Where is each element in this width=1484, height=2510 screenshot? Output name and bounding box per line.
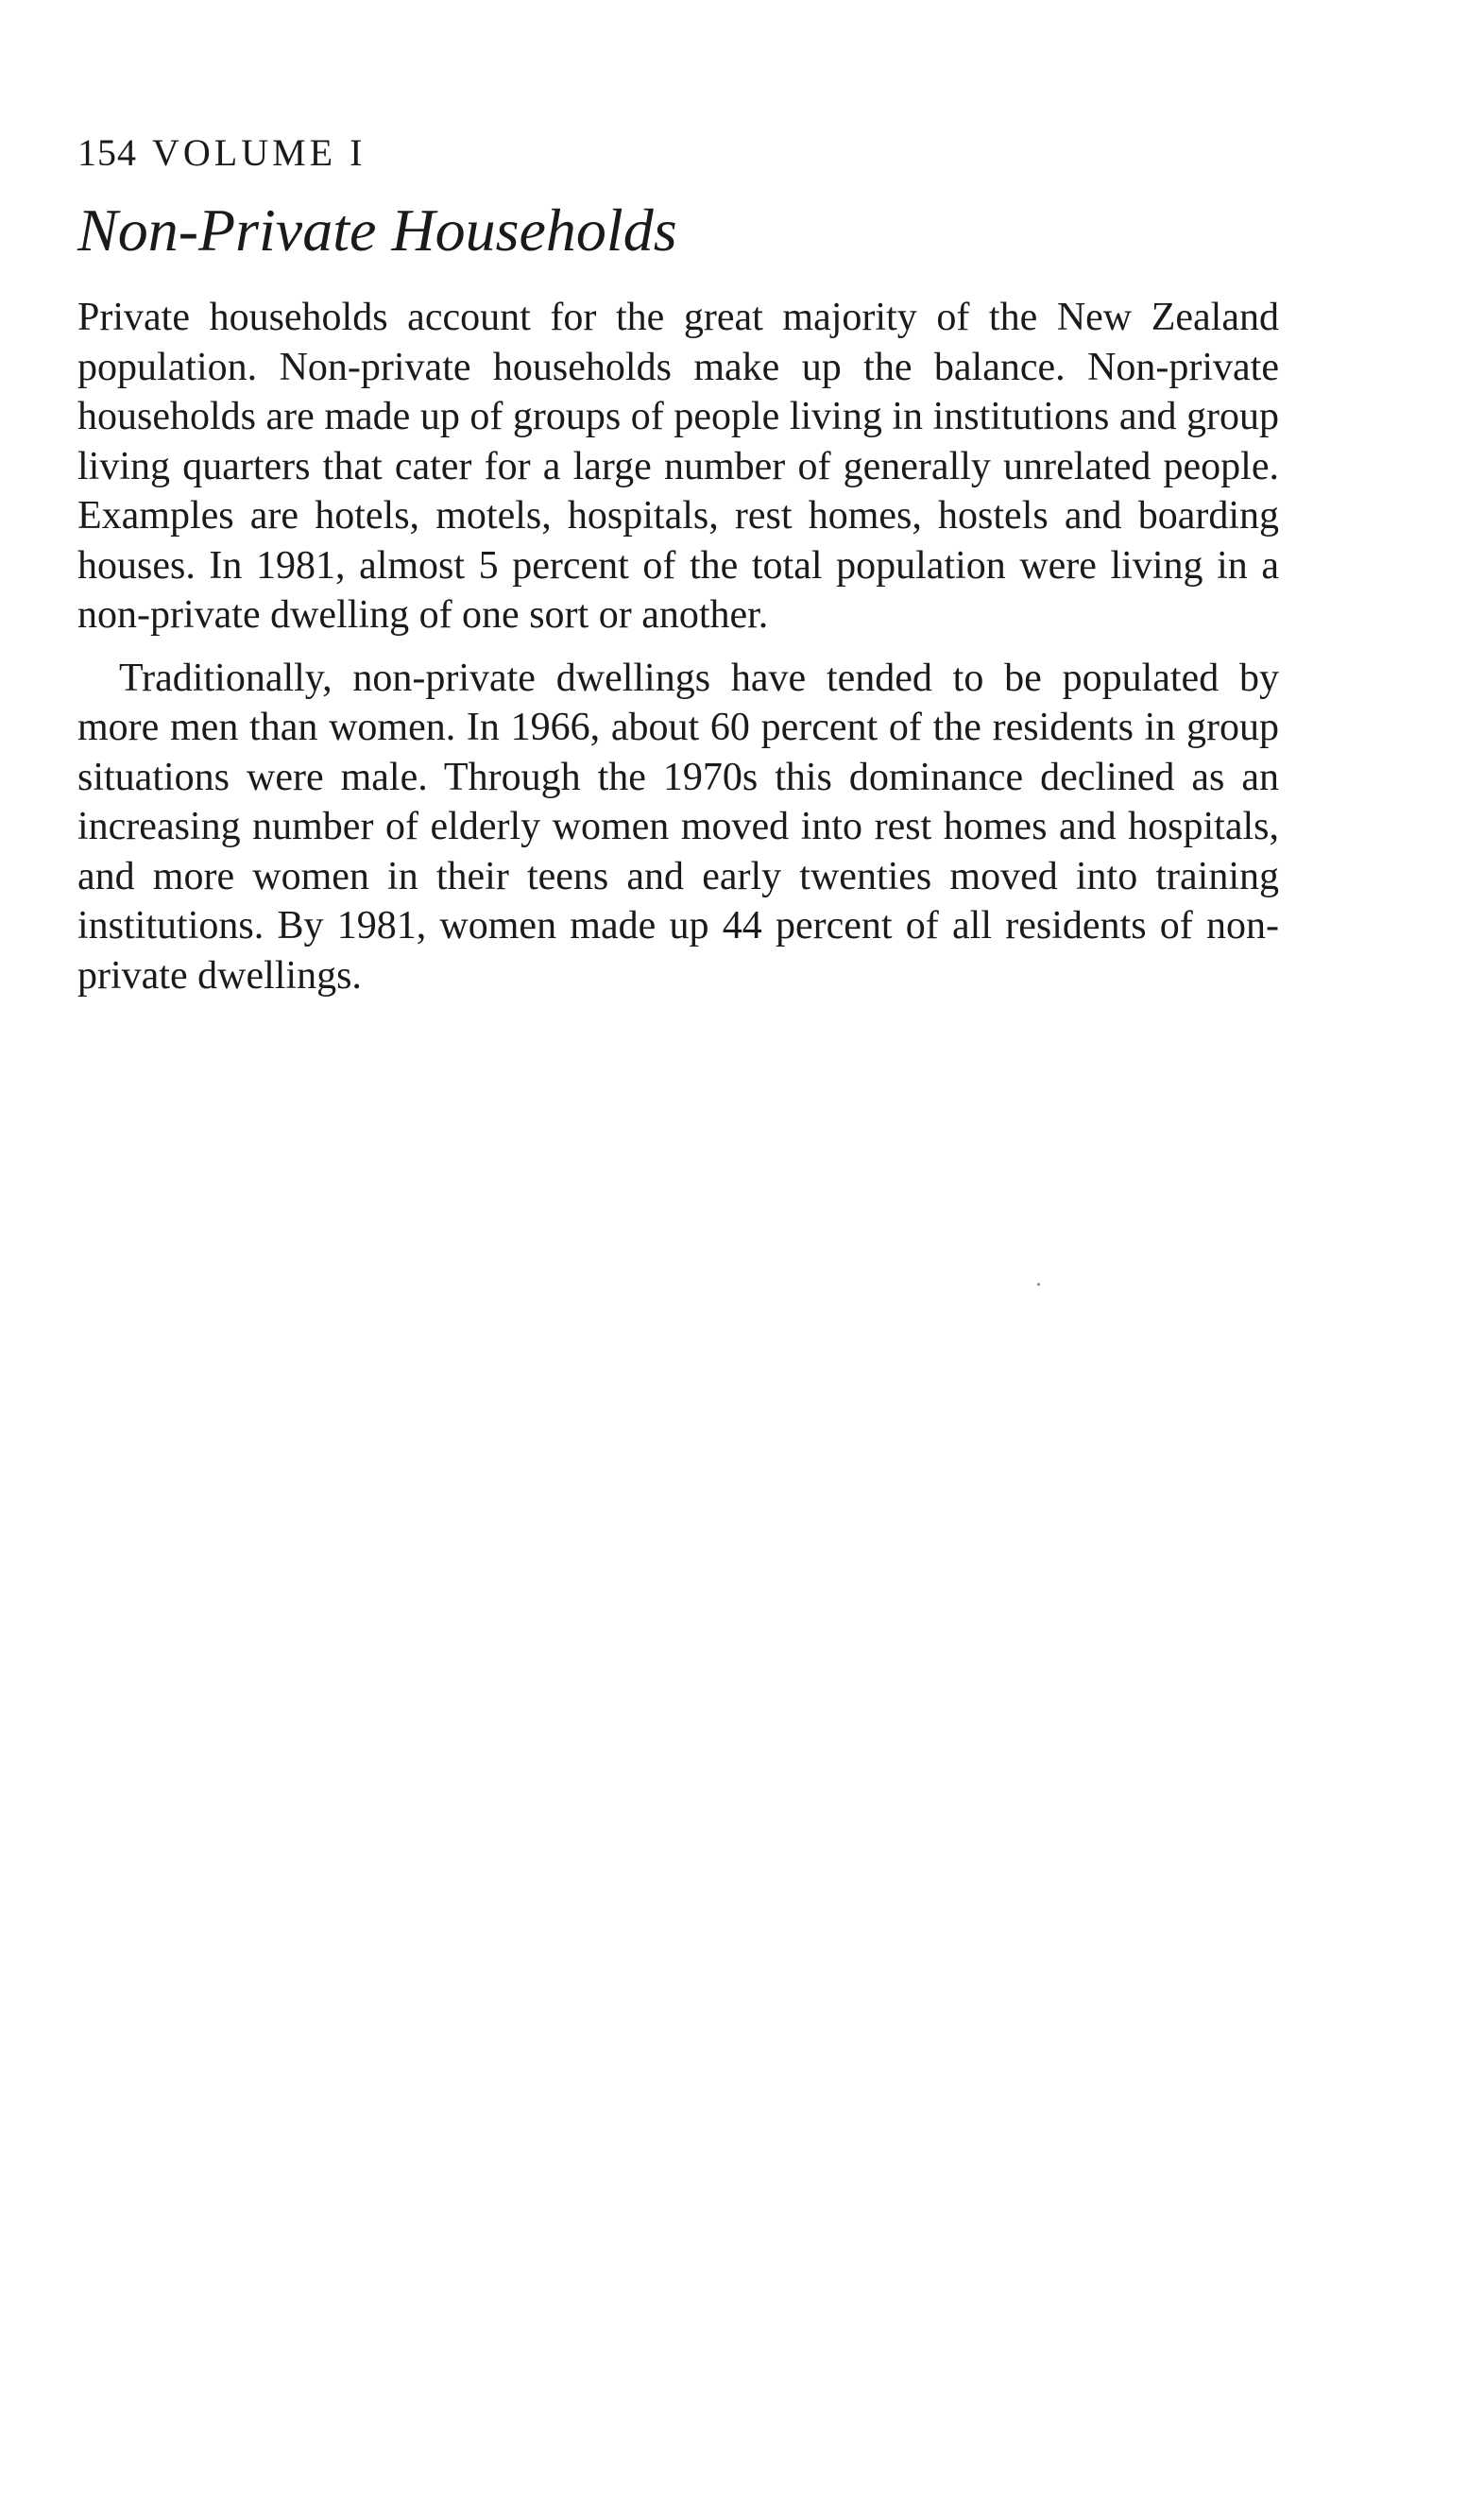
scan-speck xyxy=(1037,1283,1040,1286)
body-paragraph-2: Traditionally, non-private dwellings have tended to be populated by more men than women. In 1966, about 60 percent of the residents in group situations were male. Through the 1970s this dominance declined as an increasing number of elderly women moved into rest homes and hospitals, and more women in their teens and early twenties moved into training institutions. By 1981, women made up 44 percent of all residents of non-private dwellings. xyxy=(77,656,1279,998)
page-number: 154 xyxy=(77,131,137,174)
section-title: Non-Private Households xyxy=(77,196,677,264)
volume-label: VOLUME I xyxy=(152,131,367,174)
document-page xyxy=(77,130,1279,1000)
body-paragraph-1: Private households account for the great majority of the New Zealand population. Non-private households make up the balance. Non-private households are made up of groups of people living in institutions and group living quarters that cater for a large number of generally unrelated people. Examples are hotels, motels, hospitals, rest homes, hostels and boarding houses. In 1981, almost 5 percent of the total population were living in a non-private dwelling of one sort or another. xyxy=(77,296,1279,637)
running-head xyxy=(77,130,1279,176)
